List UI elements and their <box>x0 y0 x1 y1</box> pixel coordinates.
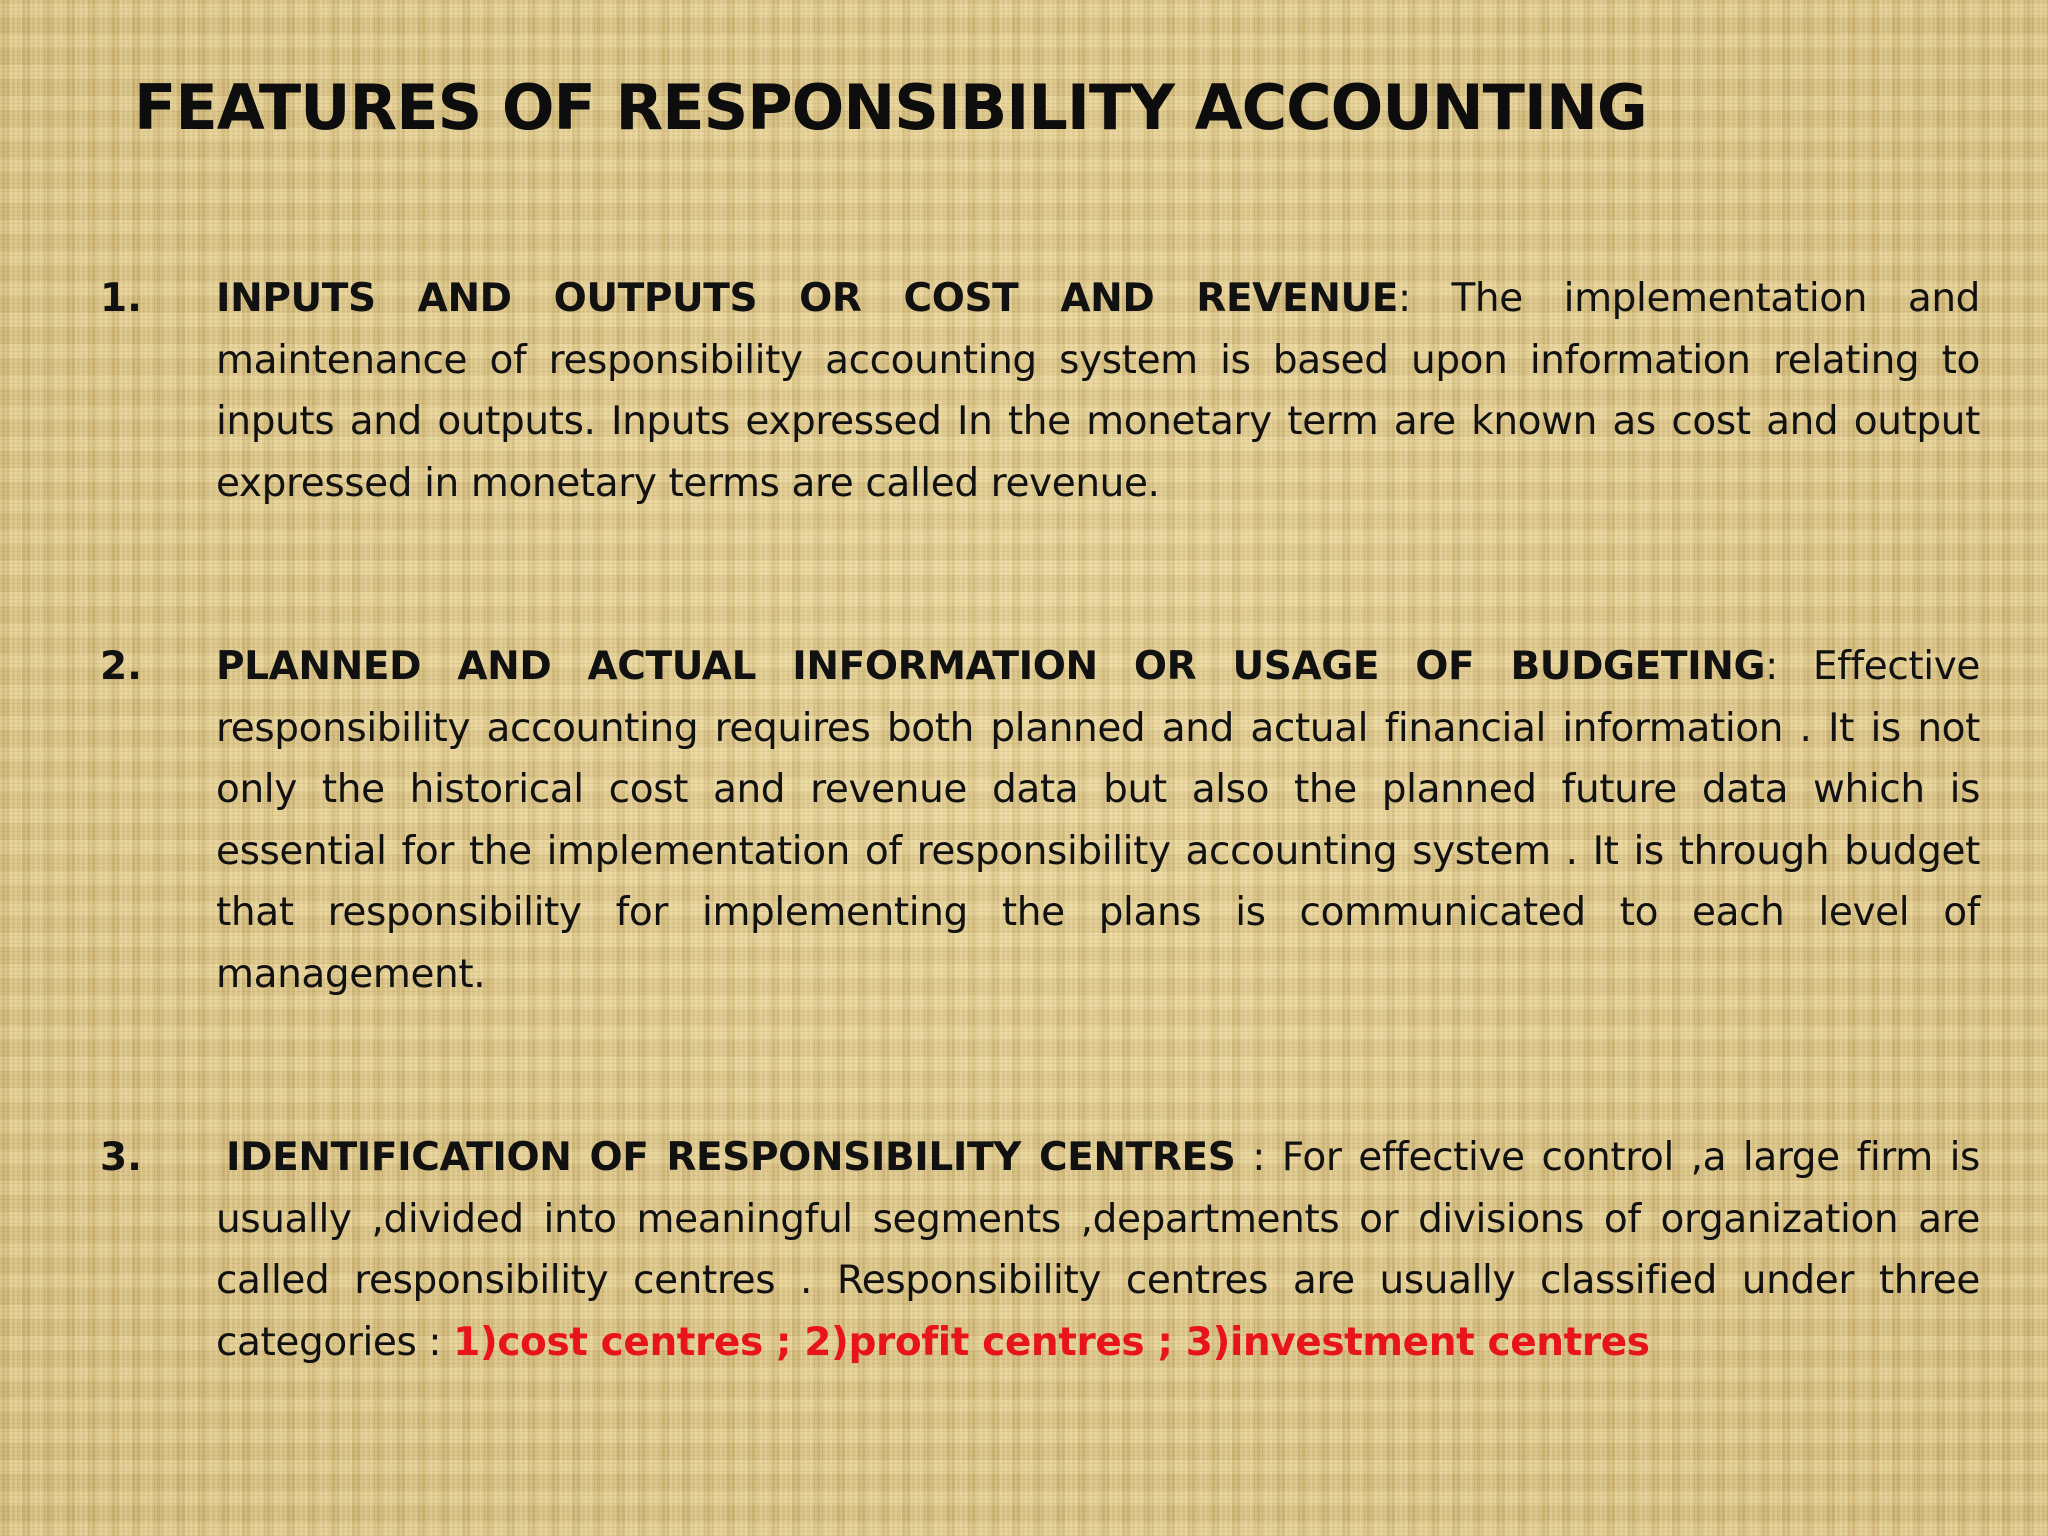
centre-categories-highlight: 1)cost centres ; 2)profit centres ; 3)investment centres <box>453 1319 1650 1365</box>
feature-separator: : <box>1235 1135 1265 1180</box>
feature-heading: PLANNED AND ACTUAL INFORMATION OR USAGE OF BUDGETING <box>216 644 1766 689</box>
feature-number: 2. <box>100 644 142 689</box>
feature-text: The implementation and maintenance of responsibility accounting system is based upon information relating to inputs and outputs. Inputs expressed In the monetary term are known as cost and output expressed in monetary terms are called revenue. <box>216 276 1980 506</box>
feature-separator: : <box>1397 276 1411 321</box>
feature-number: 1. <box>100 276 142 321</box>
feature-body <box>216 1127 1980 1373</box>
slide-title: FEATURES OF RESPONSIBILITY ACCOUNTING <box>134 71 1647 144</box>
feature-heading: INPUTS AND OUTPUTS OR COST AND REVENUE <box>216 276 1398 321</box>
feature-text: For effective control ,a large firm is usually ,divided into meaningful segments ,departments or divisions of organization are called responsibility centres . Responsibility centres are usually classified under three categories : <box>216 1135 1980 1365</box>
feature-separator: : <box>1765 644 1778 689</box>
feature-heading: IDENTIFICATION OF RESPONSIBILITY CENTRES <box>226 1135 1236 1180</box>
feature-body <box>216 636 1980 1005</box>
feature-number: 3. <box>100 1135 142 1180</box>
feature-text: Effective responsibility accounting requires both planned and actual financial information . It is not only the historical cost and revenue data but also the planned future data which is essential for the implementation of responsibility accounting system . It is through budget that responsibility for implementing the plans is communicated to each level of management. <box>216 644 1980 997</box>
feature-body <box>216 268 1980 514</box>
